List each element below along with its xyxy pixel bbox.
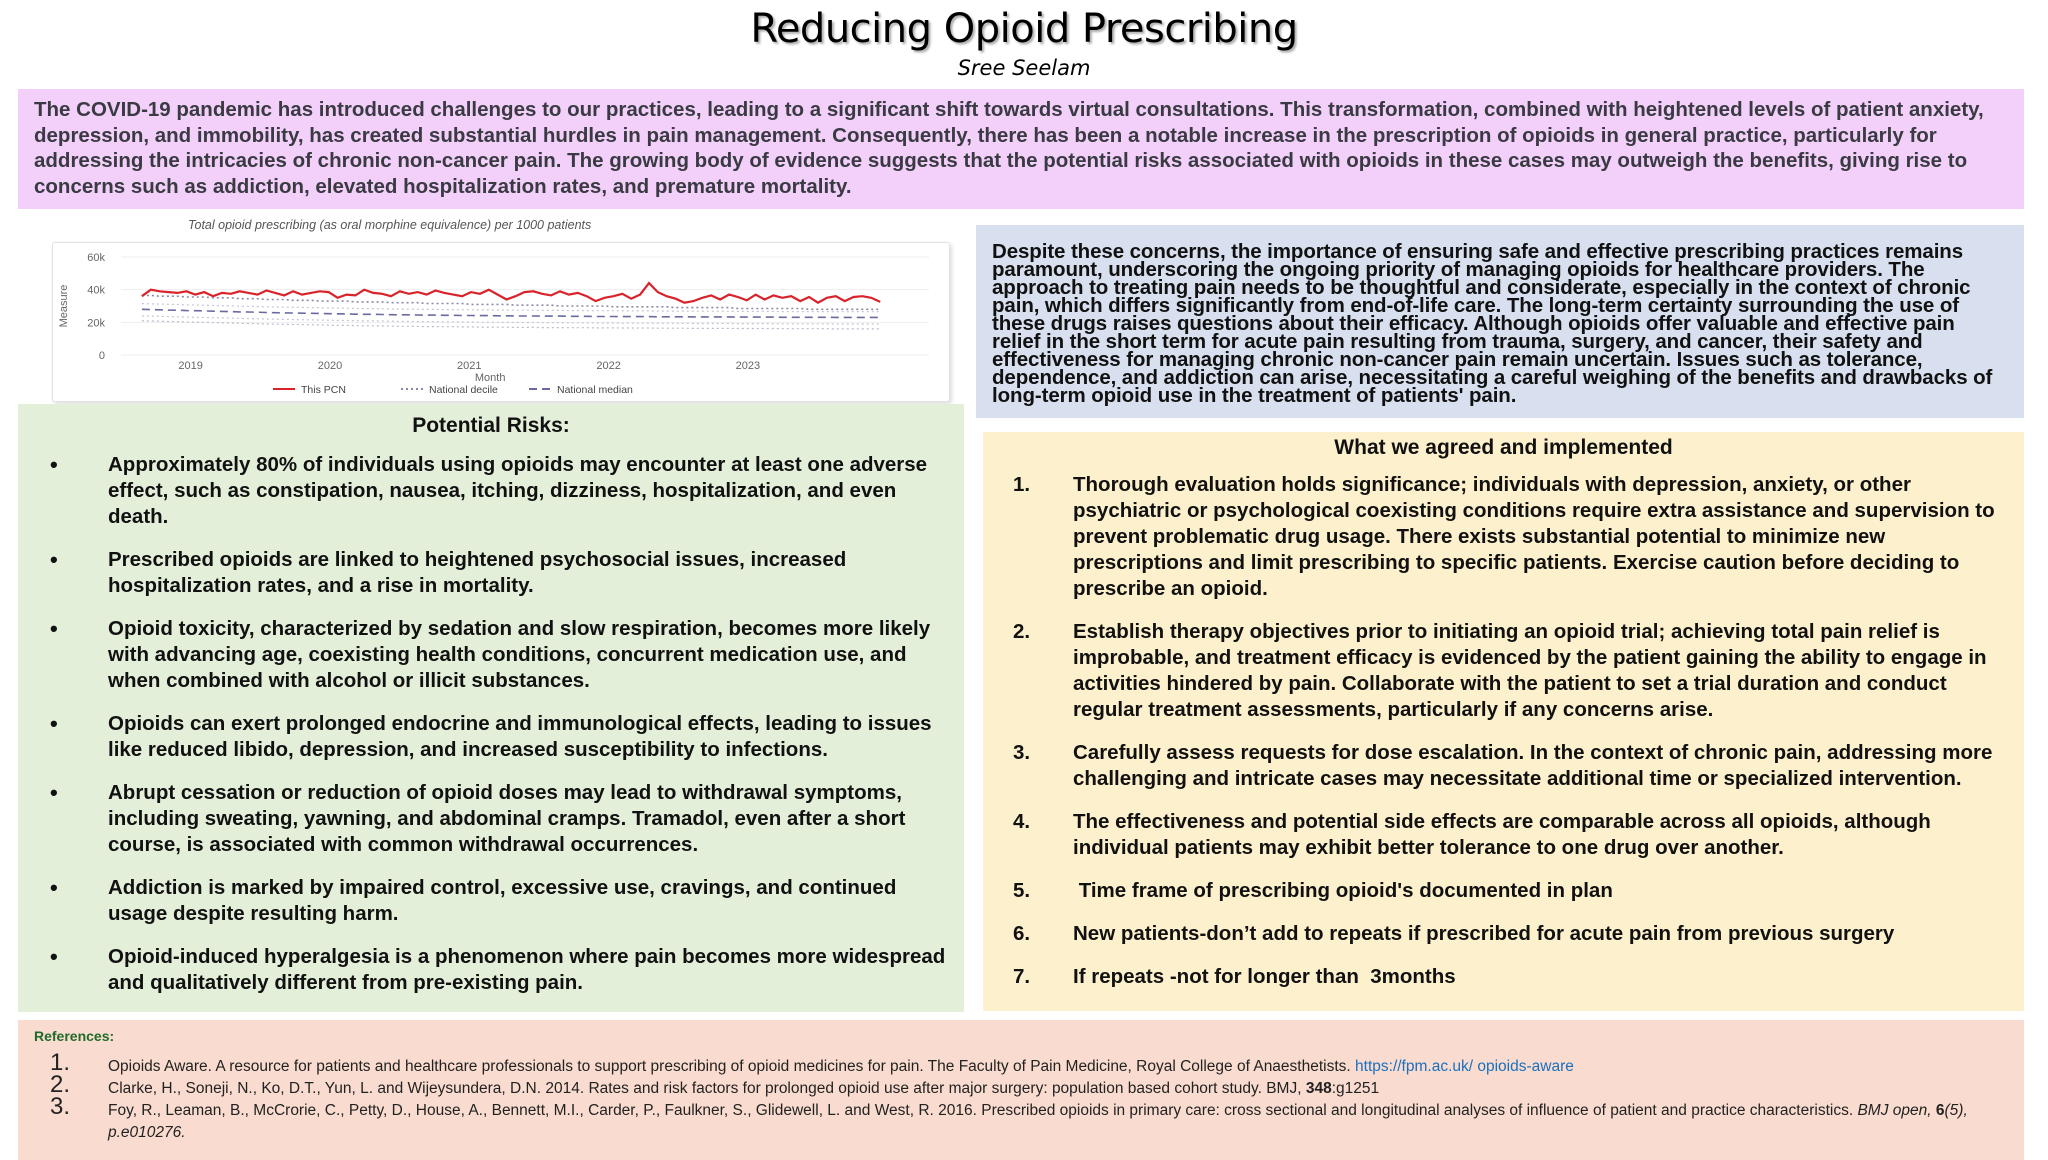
legend-label: This PCN [301,384,346,396]
ref-journal: BMJ open [1857,1102,1928,1119]
agreed-text: Establish therapy objectives prior to initiating an opioid trial; achieving total pain relief is improbable, and treatment efficacy is evidenced by the patient gaining the ability to engage in activities hindered by pain. Collaborate with the patient to set a trial duration and conduct regular treatment assessments, particularly if any concerns arise. [1073,620,1987,721]
ref-tail: (5), p.e010276. [108,1102,1968,1141]
agreed-text: The effectiveness and potential side effects are comparable across all opioids, although individual patients may exhibit better tolerance to one drug over another. [1073,810,1931,859]
ref-number: 2. [50,1071,71,1098]
ref-text: Clarke, H., Soneji, N., Ko, D.T., Yun, L. and Wijeysundera, D.N. 2014. Rates and risk factors for prolonged opioid use after major surgery: population based cohort study. BMJ, [108,1080,1306,1097]
risk-text: Addiction is marked by impaired control, excessive use, cravings, and continued usage despite resulting harm. [108,876,897,925]
x-axis-label: Month [474,372,506,384]
list-item [999,878,2008,904]
agreed-panel [983,432,2024,1011]
bullet-icon: • [50,711,58,736]
decile-band [142,304,880,312]
item-number: 1. [1013,473,1031,496]
list-item [999,921,2008,947]
item-number: 7. [1013,965,1031,988]
risks-list [34,452,948,996]
y-tick-label: 20k [87,317,105,330]
intro-panel [18,89,2024,209]
y-tick-label: 40k [87,284,105,297]
concerns-panel [976,225,2024,418]
poster-title: Reducing Opioid Prescribing [750,6,1298,52]
x-tick-label: 2021 [457,360,482,372]
risk-text: Opioids can exert prolonged endocrine and immunological effects, leading to issues like reduced libido, depression, and increased susceptibility to infections. [108,712,932,761]
x-tick-label: 2023 [735,360,761,372]
list-item [999,472,2008,602]
list-item [34,616,948,694]
agreed-text: New patients-don’t add to repeats if prescribed for acute pain from previous surgery [1073,922,1895,945]
list-item [999,964,2008,990]
item-number: 6. [1013,922,1031,945]
item-number: 2. [1013,620,1031,643]
list-item [34,711,948,763]
ref-link[interactable]: https://fpm.ac.uk/ opioids-aware [1355,1058,1574,1075]
list-item [34,452,948,530]
risk-text: Opioid-induced hyperalgesia is a phenomenon where pain becomes more widespread and qualitatively different from pre-existing pain. [108,945,946,994]
chart-title: Total opioid prescribing (as oral morphine equivalence) per 1000 patients [188,218,592,232]
reference-item [34,1071,2008,1100]
intro-text: The COVID-19 pandemic has introduced challenges to our practices, leading to a significant shift towards virtual consultations. This transformation, combined with heightened levels of patient anxiety, depression, and immobility, has created substantial hurdles in pain management. Consequently, there has been a notable increase in the prescription of opioids in general practice, particularly for addressing the intricacies of chronic non-cancer pain. The growing body of evidence suggests that the potential risks associated with opioids in these cases may outweigh the benefits, giving rise to concerns such as addiction, elevated hospitalization rates, and premature mortality. [34,98,1984,198]
x-tick-label: 2020 [317,360,343,372]
agreed-text: Carefully assess requests for dose escalation. In the context of chronic pain, addressing more challenging and intricate cases may necessitate additional time or specialized intervention. [1073,741,1993,790]
list-item [34,944,948,996]
risks-heading: Potential Risks: [412,414,570,437]
agreed-text: Time frame of prescribing opioid's documented in plan [1073,879,1613,902]
item-number: 5. [1013,879,1031,902]
chart-card [52,242,950,402]
chart-panel [18,214,964,404]
x-tick-label: 2022 [596,360,621,372]
bullet-icon: • [50,452,58,477]
y-tick-label: 0 [98,350,105,362]
item-number: 3. [1013,741,1031,764]
agreed-text: Thorough evaluation holds significance; individuals with depression, anxiety, or other psychiatric or psychological coexisting conditions require extra assistance and supervision to prevent problematic drug usage. There exists substantial potential to minimize new prescriptions and limit prescribing to specific patients. Exercise caution before deciding to prescribe an opioid. [1073,473,1995,600]
ref-number: 1. [50,1049,71,1076]
ref-tail: :g1251 [1331,1080,1380,1097]
reference-item [34,1049,2008,1078]
list-item [999,809,2008,861]
agreed-heading: What we agreed and implemented [1334,436,1673,459]
bullet-icon: • [50,944,58,969]
references-panel [18,1020,2024,1160]
ref-volume: 6 [1935,1102,1945,1119]
list-item [34,875,948,927]
risk-text: Abrupt cessation or reduction of opioid doses may lead to withdrawal symptoms, including sweating, yawning, and abdominal cramps. Tramadol, even after a short course, is associated with common withdrawal occurrences. [108,781,906,856]
legend-label: National decile [429,384,498,396]
x-tick-label: 2019 [178,360,203,372]
references-heading: References: [34,1028,115,1044]
y-tick-label: 60k [87,252,105,264]
list-item [999,740,2008,792]
author-name: Sree Seelam [957,56,1091,80]
bullet-icon: • [50,547,58,572]
bullet-icon: • [50,616,58,641]
bullet-icon: • [50,780,58,805]
y-axis-label: Measure [58,284,70,328]
ref-number: 3. [50,1093,71,1120]
risk-text: Opioid toxicity, characterized by sedation and slow respiration, becomes more likely with advancing age, coexisting health conditions, concurrent medication use, and when combined with alcohol or illicit substances. [108,617,931,692]
bullet-icon: • [50,875,58,900]
risk-text: Prescribed opioids are linked to heightened psychosocial issues, increased hospitalization rates, and a rise in mortality. [108,548,847,597]
ref-sep: , [1927,1102,1936,1119]
series-line [142,283,880,303]
list-item [34,780,948,858]
risks-panel [18,404,964,1012]
reference-item [34,1093,2008,1144]
line-chart [53,243,949,401]
series-line [142,309,880,317]
item-number: 4. [1013,810,1031,833]
risk-text: Approximately 80% of individuals using opioids may encounter at least one adverse effect, such as constipation, nausea, itching, dizziness, hospitalization, and even death. [108,453,928,528]
concerns-text: Despite these concerns, the importance of ensuring safe and effective prescribing practices remains paramount, underscoring the ongoing priority of managing opioids for healthcare providers. The approach to treating pain needs to be thoughtful and considerate, especially in the context of chronic pain, which differs significantly from end-of-life care. The long-term certainty surrounding the use of these drugs raises questions about their efficacy. Although opioids offer valuable and effective pain relief in the short term for acute pain resulting from trauma, surgery, and cancer, their safety and effectiveness for managing chronic non-cancer pain remain uncertain. Issues such as tolerance, dependence, and addiction can arise, necessitating a careful weighing of the benefits and drawbacks of long-term opioid use in the treatment of patients' pain. [992,240,1993,407]
agreed-text: If repeats -not for longer than 3months [1073,965,1456,988]
ref-text: Foy, R., Leaman, B., McCrorie, C., Petty, D., House, A., Bennett, M.I., Carder, P., Faulkner, S., Glidewell, L. and West, R. 2016. Prescribed opioids in primary care: cross sectional and longitudinal analyses of influence of patient and practice characteristics. [108,1102,1858,1119]
ref-text: Opioids Aware. A resource for patients and healthcare professionals to support prescribing of opioid medicines for pain. The Faculty of Pain Medicine, Royal College of Anaesthetists. [108,1058,1356,1075]
legend-label: National median [557,384,633,396]
list-item [34,547,948,599]
list-item [999,619,2008,723]
ref-volume: 348 [1305,1080,1332,1097]
